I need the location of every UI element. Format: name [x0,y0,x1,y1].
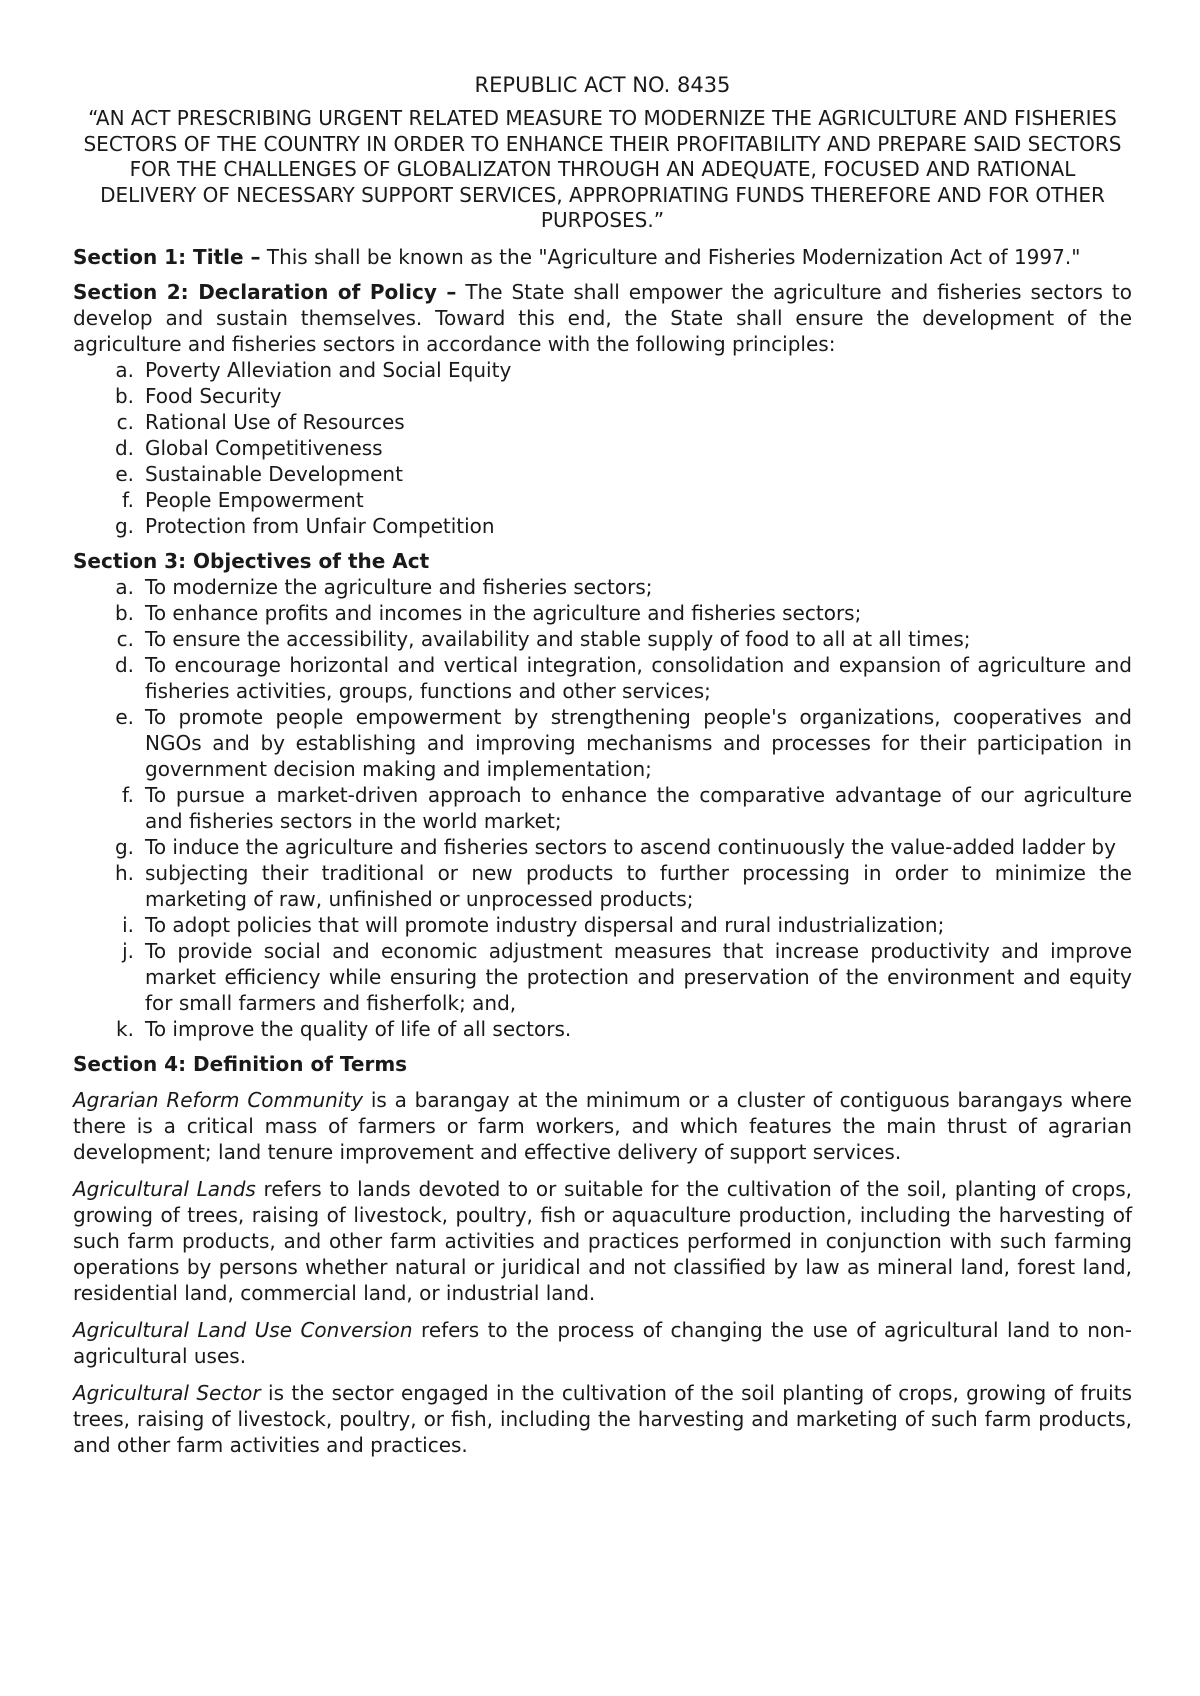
list-item-text: To enhance profits and incomes in the agriculture and fisheries sectors; [145,600,862,625]
list-marker: a. [115,357,134,382]
list-item-text: To ensure the accessibility, availability and stable supply of food to all at all times; [145,626,971,651]
definition-text: is the sector engaged in the cultivation of the soil planting of crops, growing of fruits trees, raising of livestock, poultry, or fish, including the harvesting and marketing of such farm products, and other farm activities and practices. [73,1380,1132,1457]
list-marker: b. [114,600,134,625]
list-item [73,383,1132,409]
list-item [73,652,1132,704]
list-marker: j. [122,938,134,963]
definition-text: refers to the process of changing the use of agricultural land to non-agricultural uses. [73,1317,1132,1368]
list-item-text: To improve the quality of life of all sectors. [145,1016,572,1041]
list-item [73,834,1132,860]
list-marker: e. [115,461,134,486]
definition-text: refers to lands devoted to or suitable for the cultivation of the soil, planting of crops, growing of trees, raising of livestock, poultry, fish or aquaculture production, including the harvesting of such farm products, and other farm activities and practices performed in conjunction with such farming operations by persons whether natural or juridical and not classified by law as mineral land, forest land, residential land, commercial land, or industrial land. [73,1176,1133,1305]
section-2-text: The State shall empower the agriculture and fisheries sectors to develop and sustain themselves. Toward this end, the State shall ensure the development of the agriculture and fisheries sectors in accordance with the following principles: [73,279,1132,356]
list-item-text: To promote people empowerment by strengthening people's organizations, cooperatives and NGOs and by establishing and improving mechanisms and processes for their participation in government decision making and implementation; [145,704,1132,781]
list-item-text: Food Security [145,383,282,408]
section-3 [73,548,1132,1042]
section-3-objectives-list [73,574,1132,1042]
definition-paragraph [73,1176,1132,1306]
list-item [73,782,1132,834]
list-marker: i. [122,912,134,937]
list-marker: c. [116,409,134,434]
list-item-text: To pursue a market-driven approach to enhance the comparative advantage of our agriculture and fisheries sectors in the world market; [145,782,1132,833]
section-1-heading: Section 1: Title – [73,244,261,269]
definition-term: Agricultural Lands [73,1176,256,1201]
list-item-text: Poverty Alleviation and Social Equity [145,357,512,382]
section-2-principles-list [73,357,1132,539]
list-item [73,435,1132,461]
list-item [73,1016,1132,1042]
definition-term: Agrarian Reform Community [73,1087,364,1112]
definition-term: Agricultural Sector [73,1380,261,1405]
section-2-paragraph [73,279,1132,357]
document-title: REPUBLIC ACT NO. 8435 [474,73,731,97]
list-item-text: Global Competitiveness [145,435,383,460]
section-2 [73,279,1132,539]
definition-term: Agricultural Land Use Conversion [73,1317,413,1342]
section-3-heading: Section 3: Objectives of the Act [73,548,430,573]
list-marker: d. [114,435,134,460]
list-marker: c. [116,626,134,651]
section-1-text: This shall be known as the "Agriculture and Fisheries Modernization Act of 1997." [260,244,1081,269]
list-item-text: To modernize the agriculture and fisheries sectors; [145,574,653,599]
list-item [73,487,1132,513]
list-item-text: To adopt policies that will promote industry dispersal and rural industrialization; [145,912,945,937]
list-marker: g. [114,513,134,538]
list-item [73,626,1132,652]
list-marker: d. [114,652,134,677]
list-item-text: subjecting their traditional or new products to further processing in order to minimize the marketing of raw, unfinished or unprocessed products; [145,860,1132,911]
list-marker: g. [114,834,134,859]
section-4 [73,1051,1132,1458]
definition-paragraph [73,1317,1132,1369]
list-item-text: To provide social and economic adjustment measures that increase productivity and improve market efficiency while ensuring the protection and preservation of the environment and equity for small farmers and fisherfolk; and, [145,938,1132,1015]
list-item-text: People Empowerment [145,487,364,512]
section-4-heading: Section 4: Definition of Terms [73,1051,408,1076]
list-marker: a. [115,574,134,599]
list-item-text: Sustainable Development [145,461,403,486]
list-marker: f. [122,782,134,807]
section-2-heading: Section 2: Declaration of Policy – [73,279,457,304]
list-marker: h. [114,860,134,885]
section-1-paragraph [73,244,1132,270]
list-item-text: To encourage horizontal and vertical integration, consolidation and expansion of agriculture and fisheries activities, groups, functions and other services; [145,652,1132,703]
list-item [73,704,1132,782]
section-1 [73,244,1132,270]
list-item [73,938,1132,1016]
list-marker: k. [116,1016,134,1041]
list-item [73,409,1132,435]
list-marker: b. [114,383,134,408]
list-item [73,574,1132,600]
definition-text: is a barangay at the minimum or a cluster of contiguous barangays where there is a critical mass of farmers or farm workers, and which features the main thrust of agrarian development; land tenure improvement and effective delivery of support services. [73,1087,1132,1164]
list-item [73,513,1132,539]
list-item [73,912,1132,938]
list-item [73,600,1132,626]
definition-paragraph [73,1380,1132,1458]
list-marker: e. [115,704,134,729]
list-item [73,461,1132,487]
list-item-text: Rational Use of Resources [145,409,405,434]
list-item-text: To induce the agriculture and fisheries sectors to ascend continuously the value-added ladder by [145,834,1116,859]
list-item-text: Protection from Unfair Competition [145,513,495,538]
list-item [73,860,1132,912]
list-marker: f. [122,487,134,512]
list-item [73,357,1132,383]
definition-paragraph [73,1087,1132,1165]
document-subtitle: “AN ACT PRESCRIBING URGENT RELATED MEASURE TO MODERNIZE THE AGRICULTURE AND FISHERIES SECTORS OF THE COUNTRY IN ORDER TO ENHANCE THEIR PROFITABILITY AND PREPARE SAID SECTORS FOR THE CHALLENGES OF GLOBALIZATON THROUGH AN ADEQUATE, FOCUSED AND RATIONAL DELIVERY OF NECESSARY SUPPORT SERVICES, APPROPRIATING FUNDS THEREFORE AND FOR OTHER PURPOSES.” [83,106,1122,232]
